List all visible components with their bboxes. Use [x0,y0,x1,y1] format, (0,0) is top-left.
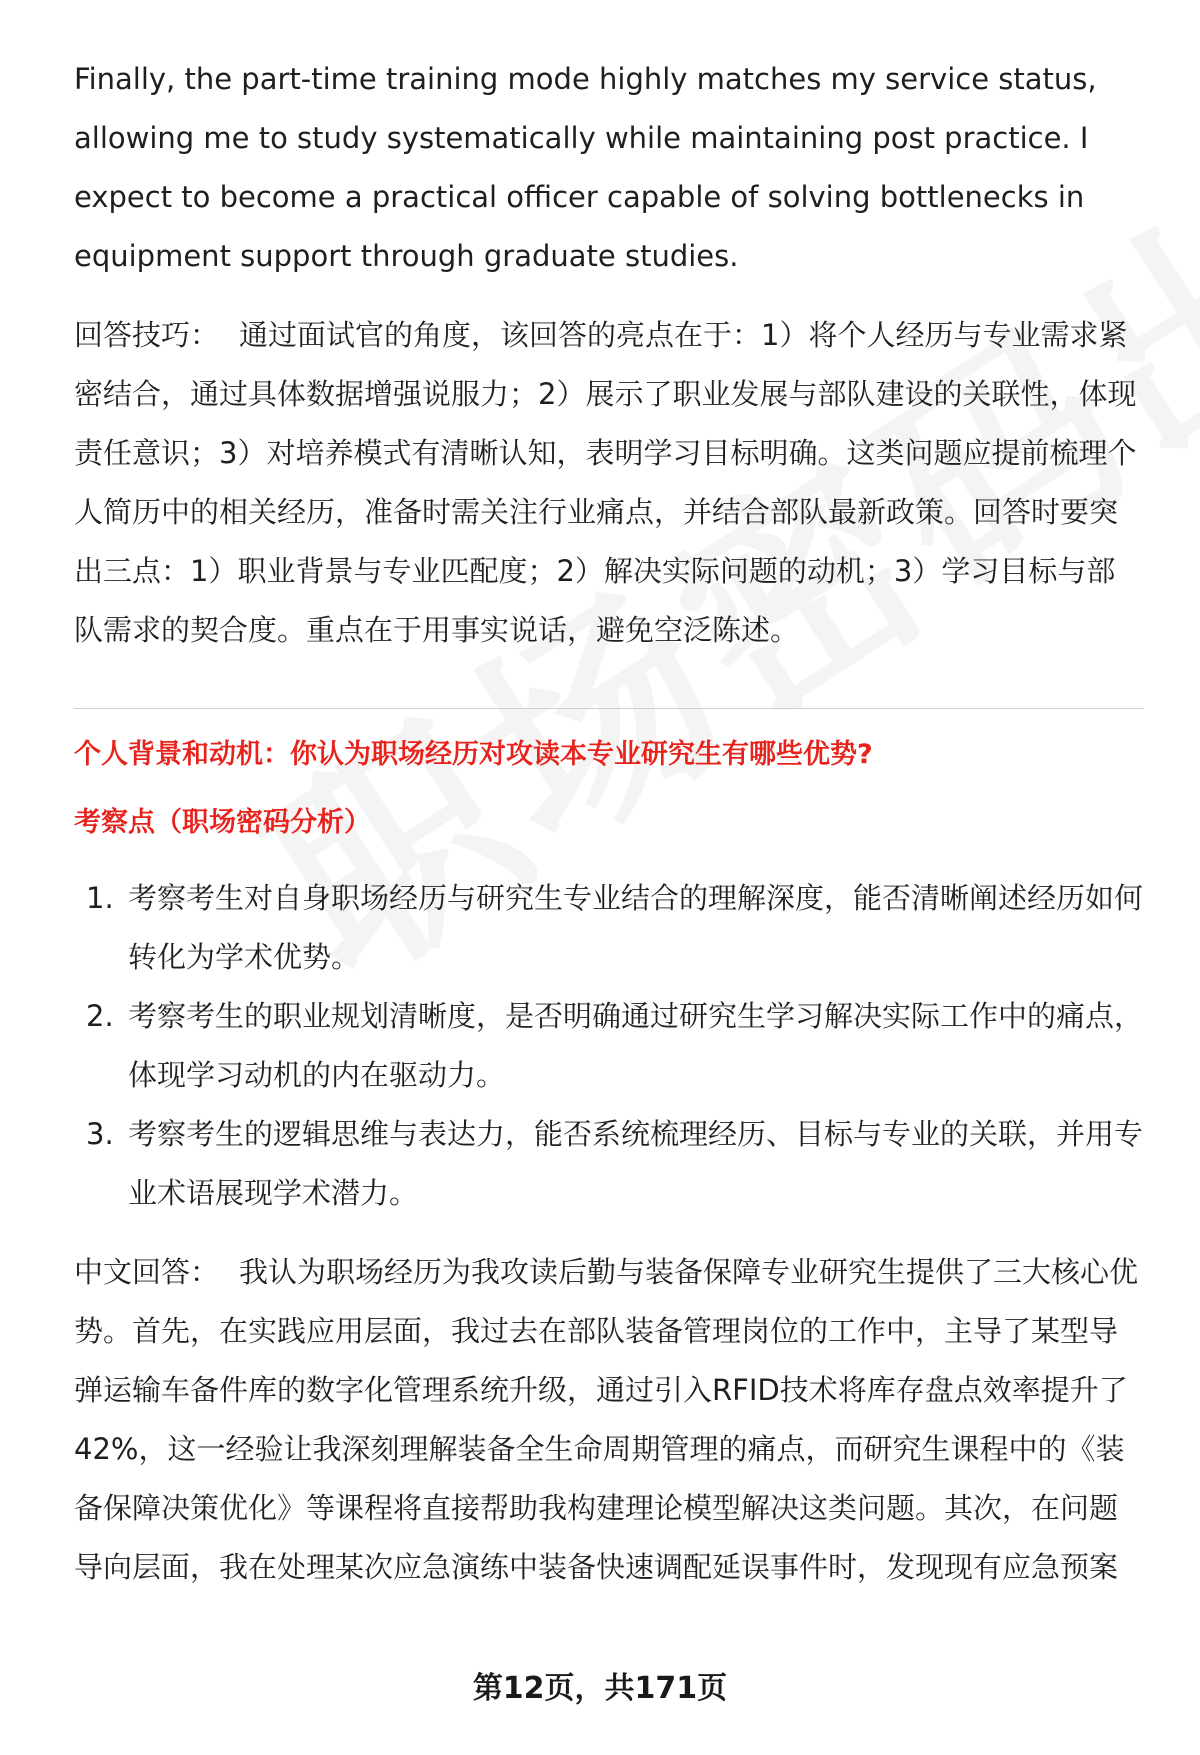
document-page [74,50,1144,1597]
assessment-points-list [74,869,1144,1223]
point-number: 1. [86,881,114,915]
assessment-point [74,1105,1144,1223]
assessment-point [74,987,1144,1105]
chinese-answer-paragraph [74,1243,1144,1597]
point-text: 考察考生对自身职场经历与研究生专业结合的理解深度，能否清晰阐述经历如何转化为学术优势。 [128,881,1144,974]
chinese-answer-text: 我认为职场经历为我攻读后勤与装备保障专业研究生提供了三大核心优势。首先，在实践应用层面，我过去在部队装备管理岗位的工作中，主导了某型导弹运输车备件库的数字化管理系统升级，通过引入RFID技术将库存盘点效率提升了42%，这一经验让我深刻理解装备全生命周期管理的痛点，而研究生课程中的《装备保障决策优化》等课程将直接帮助我构建理论模型解决这类问题。其次，在问题导向层面，我在处理某次应急演练中装备快速调配延误事件时，发现现有应急预案 [74,1255,1139,1584]
assessment-points-heading: 考察点（职场密码分析） [74,807,371,838]
assessment-point [74,869,1144,987]
question-heading: 个人背景和动机：你认为职场经历对攻读本专业研究生有哪些优势? [74,739,873,770]
chinese-answer-label: 中文回答： [74,1255,220,1289]
answer-tips-label: 回答技巧： [74,318,220,352]
point-text: 考察考生的职业规划清晰度，是否明确通过研究生学习解决实际工作中的痛点，体现学习动机的内在驱动力。 [128,999,1144,1092]
point-number: 2. [86,999,114,1033]
answer-tips-text: 通过面试官的角度，该回答的亮点在于：1）将个人经历与专业需求紧密结合，通过具体数据增强说服力；2）展示了职业发展与部队建设的关联性，体现责任意识；3）对培养模式有清晰认知，表明学习目标明确。这类问题应提前梳理个人简历中的相关经历，准备时需关注行业痛点，并结合部队最新政策。回答时要突出三点：1）职业背景与专业匹配度；2）解决实际问题的动机；3）学习目标与部队需求的契合度。重点在于用事实说话，避免空泛陈述。 [74,318,1137,647]
section-divider [74,708,1144,709]
page-footer: 第12页，共171页 [472,1671,728,1706]
point-number: 3. [86,1117,114,1151]
answer-tips-paragraph [74,306,1144,660]
intro-paragraph-en: Finally, the part-time training mode highly matches my service status, allowing me to study systematically while maintaining post practice. I expect to become a practical officer capable of solving bottlenecks in equipment support through graduate studies. [74,62,1097,273]
point-text: 考察考生的逻辑思维与表达力，能否系统梳理经历、目标与专业的关联，并用专业术语展现学术潜力。 [128,1117,1144,1210]
